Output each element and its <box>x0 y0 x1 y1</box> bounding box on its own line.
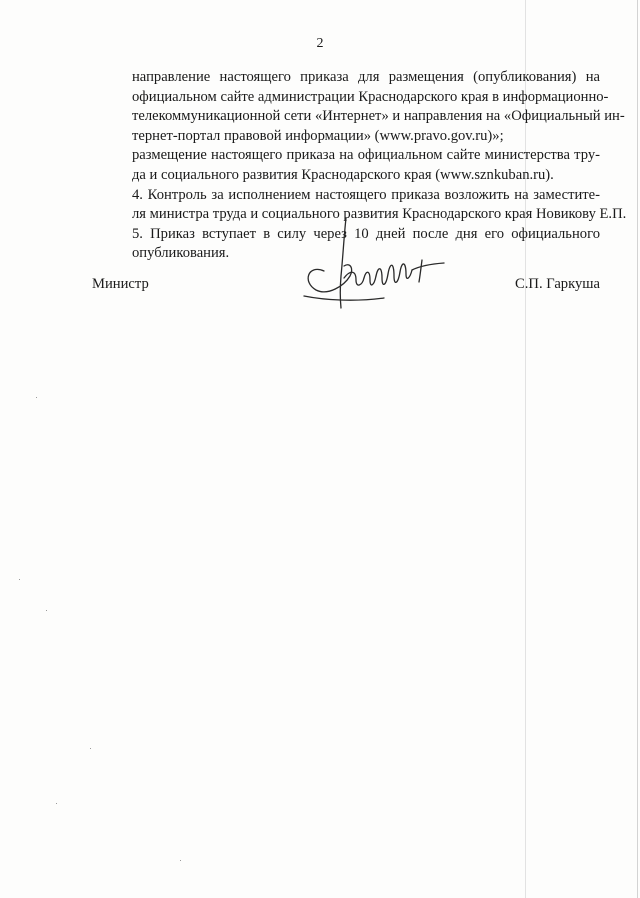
text-line: размещение настоящего приказа на официальном сайте министерства тру- <box>132 147 600 164</box>
text-line: тернет-портал правовой информации» (www.pravo.gov.ru)»; <box>132 127 504 144</box>
paragraph-publication-portal <box>92 68 625 146</box>
scan-edge-line <box>637 0 638 898</box>
signatory-position: Министр <box>92 276 149 292</box>
scan-speck <box>46 610 47 611</box>
scan-speck <box>36 397 37 398</box>
scan-speck <box>90 748 91 749</box>
text-line: ля министра труда и социального развития Краснодарского края Новикову Е.П. <box>132 206 627 223</box>
text-line: опубликования. <box>132 245 230 262</box>
scan-speck <box>19 579 20 580</box>
signature-block <box>92 272 600 302</box>
text-line: официальном сайте администрации Краснодарского края в информационно- <box>132 88 609 105</box>
scan-speck <box>56 803 57 804</box>
text-line: 5. Приказ вступает в силу через 10 дней после дня его официального <box>132 225 600 242</box>
paragraph-publication-ministry-site <box>92 146 600 185</box>
text-line: направление настоящего приказа для размещения (опубликования) на <box>132 69 600 85</box>
page-number: 2 <box>316 36 324 51</box>
handwritten-signature <box>294 216 454 316</box>
text-line: да и социального развития Краснодарского края (www.sznkuban.ru). <box>132 166 554 183</box>
text-line: телекоммуникационной сети «Интернет» и направления на «Официальный ин- <box>132 108 625 125</box>
text-line: 4. Контроль за исполнением настоящего приказа возложить на заместите- <box>132 186 600 203</box>
signatory-name: С.П. Гаркуша <box>515 276 600 292</box>
scan-speck <box>180 860 181 861</box>
